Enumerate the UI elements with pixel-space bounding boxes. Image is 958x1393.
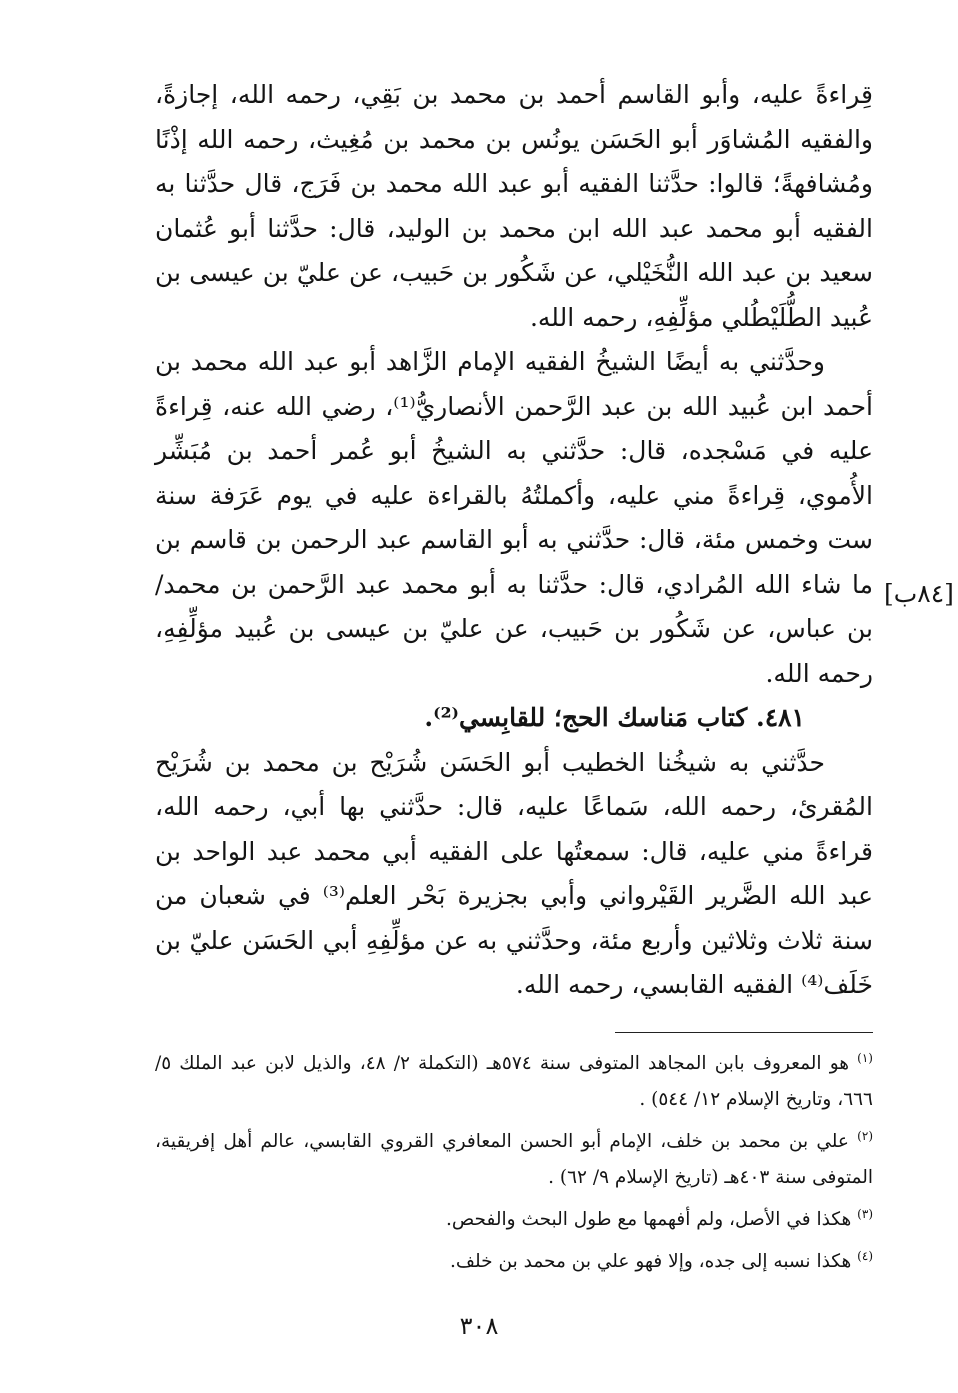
footnote xyxy=(155,1238,873,1280)
page-number: ٣٠٨ xyxy=(459,1312,499,1340)
footnote xyxy=(155,1040,873,1118)
main-text xyxy=(155,73,873,1008)
footnote-number: (٢) xyxy=(857,1129,873,1144)
entry-heading: ٤٨١. كتاب مَناسك الحج؛ للقابِسي⁽²⁾. xyxy=(424,703,805,732)
footnote xyxy=(155,1118,873,1196)
footnote-text: هو المعروف بابن المجاهد المتوفى سنة ٥٧٤هـ (التكملة ٢/ ٤٨، والذيل لابن عبد الملك ٥/ ٦٦٦، وتاريخ الإسلام ١٢/ ٥٤٤) . xyxy=(155,1053,873,1111)
footnote-text: هكذا في الأصل، ولم أفهمها مع طول البحث والفحص. xyxy=(446,1209,852,1231)
footnote-number: (٤) xyxy=(857,1249,873,1264)
footnote-number: (١) xyxy=(857,1051,873,1065)
paragraph-3: حدَّثني به شيخُنا الخطيب أبو الحَسَن شُرَيْح بن محمد بن شُرَيْح المُقرئ، رحمه الله، سَماعًا عليه، قال: حدَّثني بها أبي، رحمه الله، قراءةً مني عليه، قال: سمعتُها على الفقيه أبي محمد عبد الواحد بن عبد الله الضَّرير القَيْرواني وأبي بجزيرة بَحْر العلم⁽³⁾ في شعبان من سنة ثلاث وثلاثين وأربع مئة، وحدَّثني به عن مؤلِّفِهِ أبي الحَسَن عليّ بن خَلَف⁽⁴⁾ الفقيه القابسي، رحمه الله. xyxy=(155,747,873,999)
footnote-number: (٣) xyxy=(857,1207,873,1222)
footnote xyxy=(155,1196,873,1238)
paragraph-2: وحدَّثني به أيضًا الشيخُ الفقيه الإمام الزَّاهد أبو عبد الله محمد بن أحمد ابن عُبيد الله بن عبد الرَّحمن الأنصاريُّ⁽¹⁾، رضي الله عنه، قِراءةً عليه في مَسْجده، قال: حدَّثني به الشيخُ أبو عُمر أحمد بن مُبَشِّر الأُموي، قِراءةً مني عليه، وأكملتُهُ بالقراءة عليه في يوم عَرَفة سنة ست وخمس مئة، قال: حدَّثني به أبو القاسم عبد الرحمن بن قاسم بن ما شاء الله المُرادي، قال: حدَّثنا به أبو محمد عبد الرَّحمن بن محمد/ بن عباس، عن شَكُور بن حَبيب، عن عليّ بن عيسى بن عُبيد مؤلِّفِهِ، رحمه الله. xyxy=(155,347,873,688)
folio-marker: [٨٤ب] xyxy=(884,579,954,608)
footnote-text: هكذا نسبه إلى جده، وإلا فهو علي بن محمد بن خلف. xyxy=(450,1251,852,1273)
footnote-text: علي بن محمد بن خلف، الإمام أبو الحسن المعافري القروي القابسي، عالم أهل إفريقية، المتوفى سنة ٤٠٣هـ (تاريخ الإسلام ٩/ ٦٢) . xyxy=(155,1131,873,1189)
footnotes xyxy=(155,1040,873,1281)
paragraph-1: قِراءةً عليه، وأبو القاسم أحمد بن محمد بن بَقِي، رحمه الله، إجازةً، والفقيه المُشاوَر أبو الحَسَن يونُس بن محمد بن مُغِيث، رحمه الله إذْنًا ومُشافهةً؛ قالوا: حدَّثنا الفقيه أبو عبد الله محمد بن فَرَج، قال حدَّثنا به الفقيه أبو محمد عبد الله ابن محمد بن الوليد، قال: حدَّثنا أبو عُثمان سعيد بن عبد الله النُّخَيْلي، عن شَكُور بن حَبيب، عن عليّ بن عيسى بن عُبيد الطُّلَيْطُلي مؤلِّفِهِ، رحمه الله. xyxy=(155,80,873,332)
footnote-separator xyxy=(615,1032,873,1033)
